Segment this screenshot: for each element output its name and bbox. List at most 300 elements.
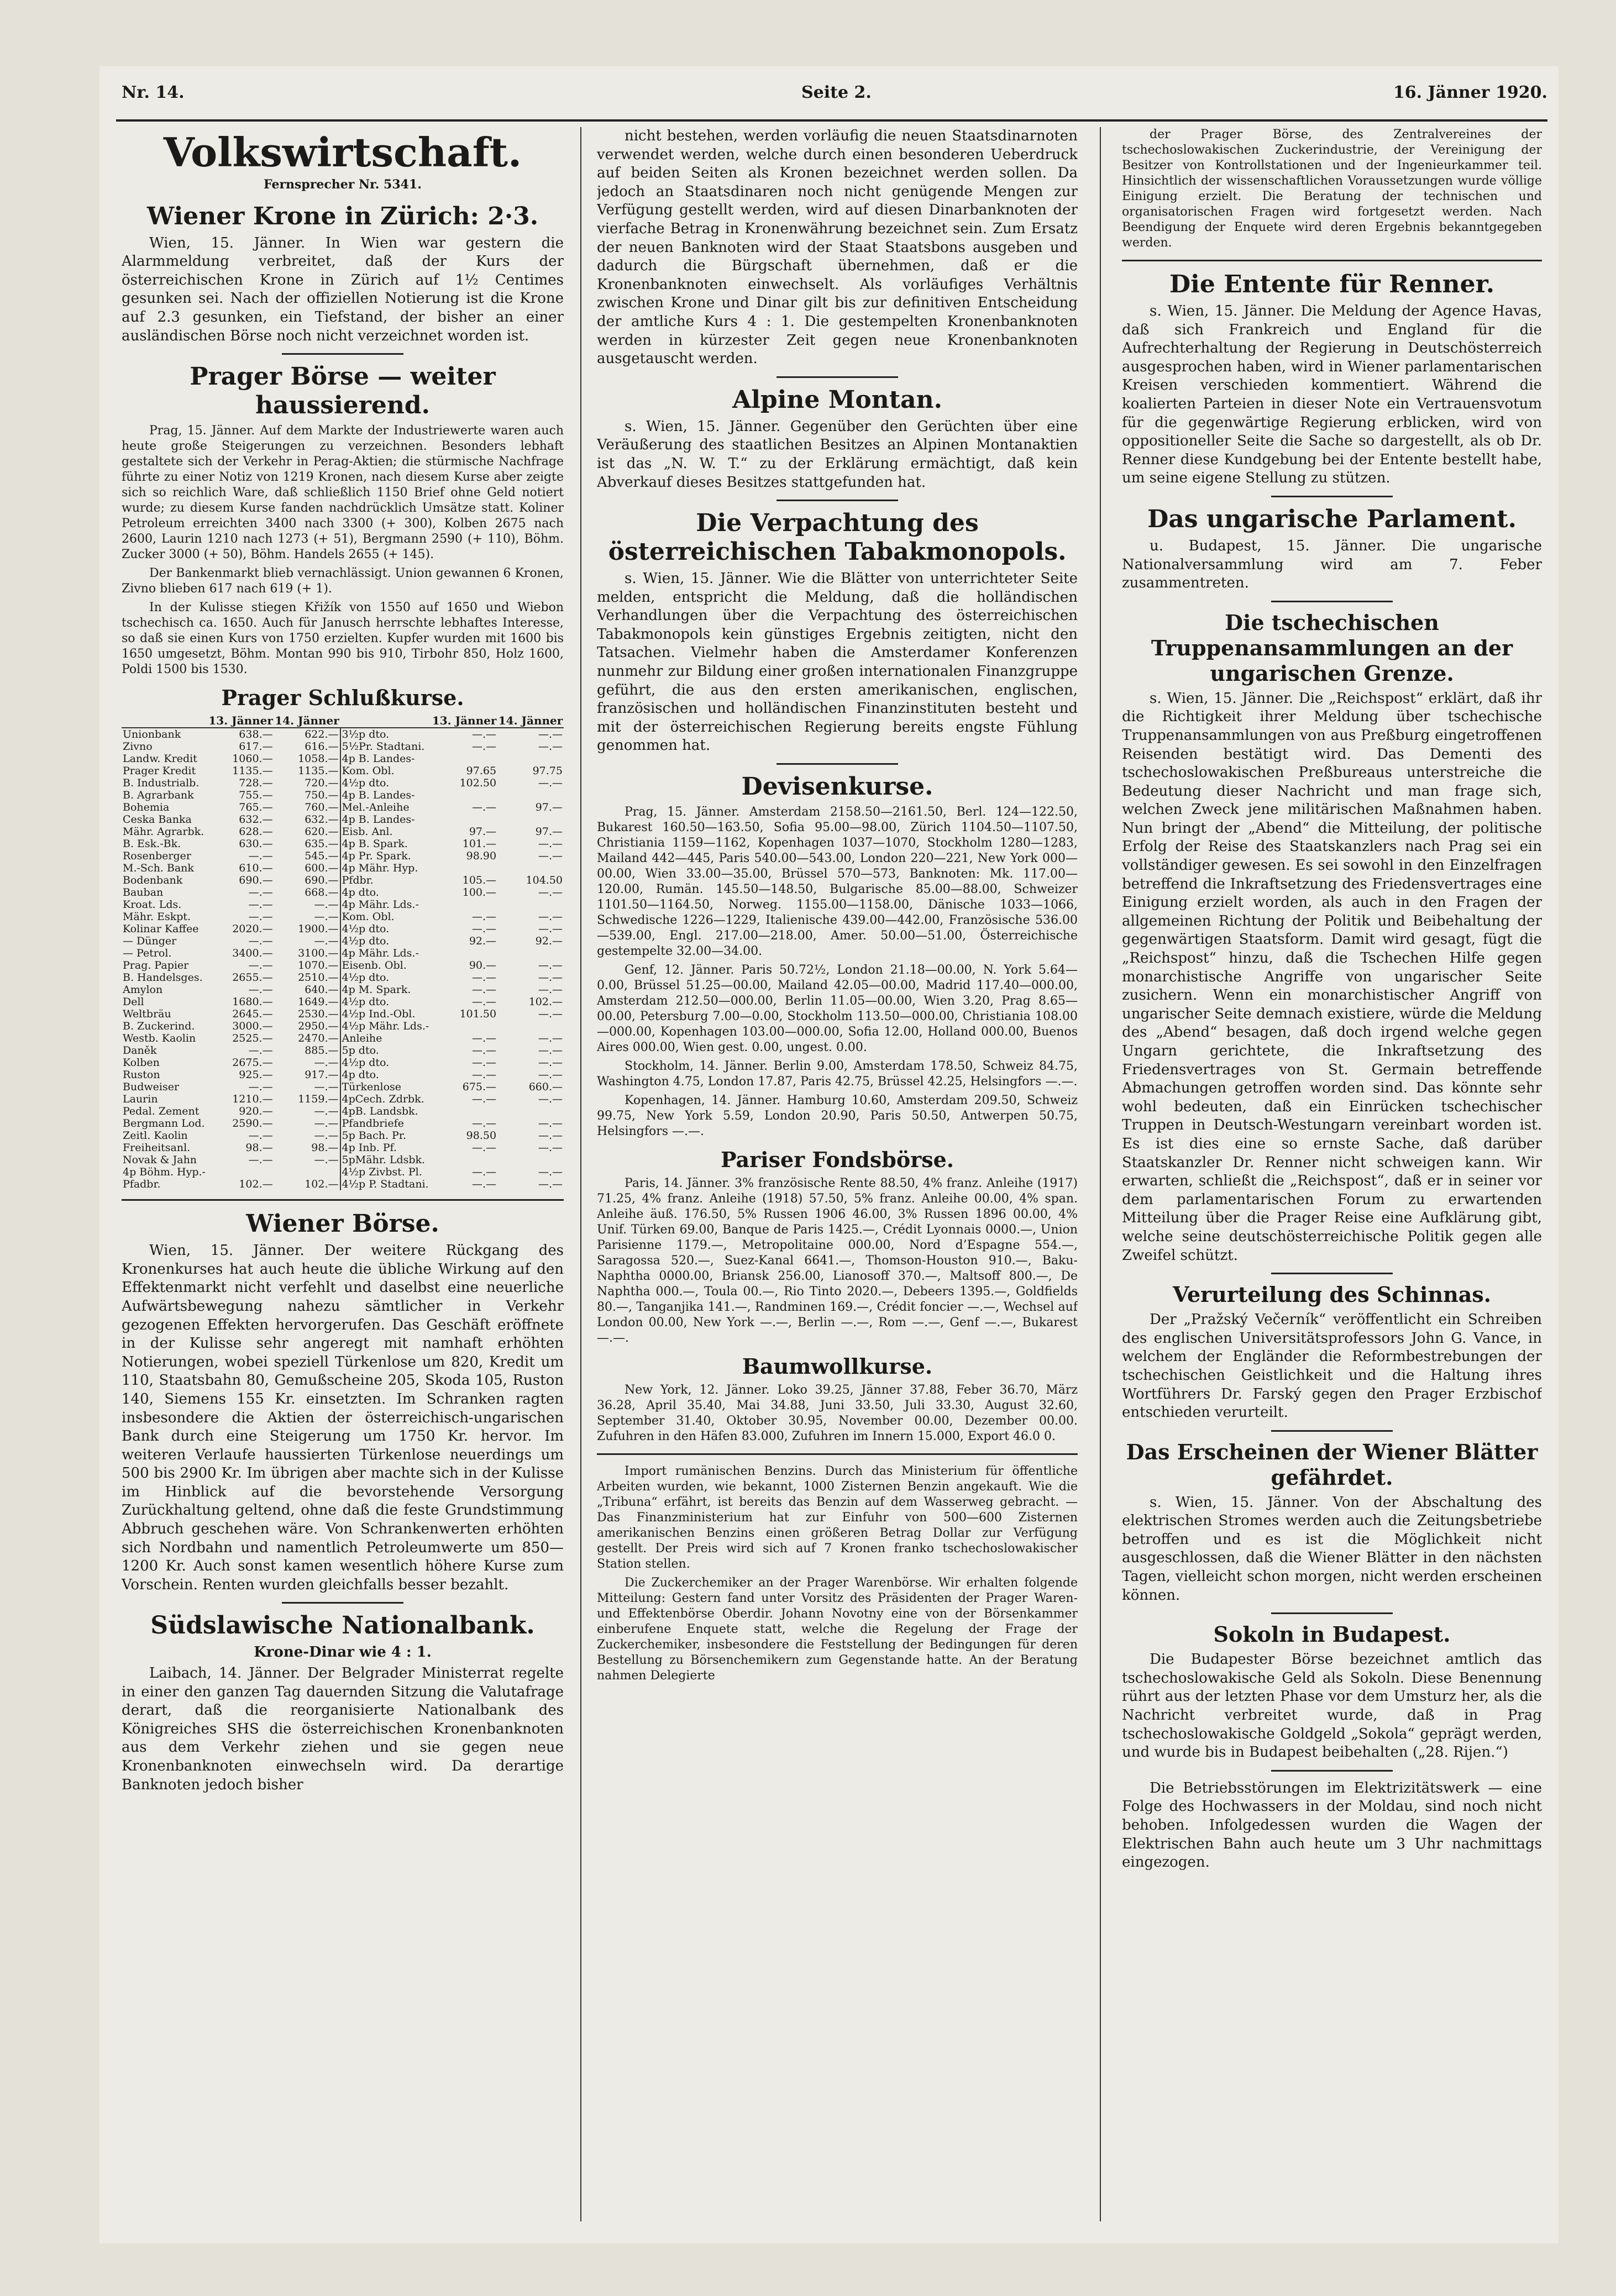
table-row xyxy=(122,1020,564,1032)
table-cell: —.— xyxy=(472,996,497,1008)
table-cell: Novak & Jahn xyxy=(123,1154,197,1167)
table-cell: —.— xyxy=(248,850,273,863)
table-cell: —.— xyxy=(538,1057,563,1069)
table-row xyxy=(122,1117,564,1129)
table-cell: 755.— xyxy=(239,789,273,802)
divider xyxy=(776,763,898,765)
table-cell: 610.— xyxy=(239,862,273,875)
table-cell: 2645.— xyxy=(232,1008,273,1021)
article-text: Wien, 15. Jänner. Der weitere Rückgang des Kronenkurses hat auch heute die übliche Wirkung auf den Effektenmarkt nicht verfehlt und daselbst eine neuerliche Aufwärtsbewegung nahezu sämtlicher in Verkehr gezogenen Effekten hervorgerufen. Das Geschäft eröffnete in der Kulisse sehr angeregt mit namhaft erhöhten Notierungen, wobei speziell Türkenlose um 820, Kredit um 110, Staatsbahn 80, Gemußscheine 205, Skoda 105, Ruston 140, Siemens 155 Kr. einsetzten. Im Schranken ragten insbesondere die Aktien der österreichisch-ungarischen Bank durch eine Steigerung um 1750 Kr. hervor. Im weiteren Verlaufe haussierten Türkenlose neuerdings um 500 bis 2900 Kr. Im übrigen aber machte sich in der Kulisse im Hinblick auf die bevorstehende Versorgung Zurückhaltung geltend, ohne daß die feste Grundstimmung Abbruch geschehen wäre. Von Schrankenwerten erhöhten sich Nordbahn und namentlich Petroleumwerte um 850—1200 Kr. Auch sonst kamen wesentlich höhere Kurse zum Vorschein. Renten wurden gleichfalls besser bezahlt. xyxy=(122,1242,564,1593)
table-cell: 4pB. Landsbk. xyxy=(340,1105,432,1117)
table-cell: 617.— xyxy=(239,740,273,753)
newspaper-page xyxy=(99,66,1559,2244)
table-cell: Kroat. Lds. xyxy=(123,899,182,911)
table-row xyxy=(122,1178,564,1190)
table-cell: Kom. Obl. xyxy=(340,911,432,923)
table-cell: Pfdbr. xyxy=(340,874,432,886)
table-cell: Pfadbr. xyxy=(123,1178,161,1191)
table-cell: 98.— xyxy=(311,1142,339,1154)
table-cell: 885.— xyxy=(305,1044,339,1057)
stock-quotes-body xyxy=(122,728,564,1190)
table-cell: —.— xyxy=(314,911,339,923)
table-cell: —.— xyxy=(314,1081,339,1094)
table-cell: B. Zuckerind. xyxy=(123,1020,195,1033)
divider xyxy=(1271,1770,1393,1772)
table-cell xyxy=(497,1020,564,1032)
table-cell: 2530.— xyxy=(298,1008,339,1021)
table-cell: Zivno xyxy=(123,740,153,753)
table-cell: B. Industrialb. xyxy=(123,777,200,790)
article-text: s. Wien, 15. Jänner. Die „Reichspost“ erklärt, daß ihr die Richtigkeit ihrer Meldung über tschechische Truppenansammlungen von aus Preßburg eingetroffenen Reisenden bestätigt wird. Das Dementi des tschechoslowakischen Preßbureaus unterstreiche die Bedeutung dieser Nachricht und man frage sich, welchen Zweck jene militärischen Maßnahmen haben. Nun bringt der „Abend“ die Mitteilung, der politische Erfolg der Reise des Staatskanzlers nach Prag sei ein vollständiger gewesen. Es sei sowohl in den Einzelfragen betreffend die Inkraftsetzung des Friedensvertrages eine Einigung erzielt worden, als auch in den Fragen der allgemeinen Richtung der Politik und Beibehaltung der gegenwärtigen Staatsform. Damit wird gesagt, fügt die „Reichspost“ hinzu, daß die Tschechen Hilfe gegen monarchistische Angriffe von ungarischer Seite zusichern. Wenn ein monarchistischer Angriff von ungarischer Seite demnach existiere, würde die Meldung des „Abend“ besagen, daß doch irgend welche gegen Ungarn gerichtete, die Inkraftsetzung des Friedensvertrages von St. Germain betreffende Abmachungen getroffen worden sind. Das könnte sehr wohl bedeuten, daß ein Einrücken tschechischer Truppen in Deutsch-Westungarn vereinbart worden ist. Es ist dies eine so ernste Sache, daß darüber Staatskanzler Dr. Renner nicht schweigen kann. Wir erwarten, schließt die „Reichspost“, daß er in seiner vor dem parlamentarischen Forum zu erwartenden Mitteilung über die Prager Reise eine Aufklärung gibt, welche seine deutschösterreichische Politik gegen alle Zweifel schützt. xyxy=(1122,690,1542,1264)
table-cell xyxy=(208,1166,274,1178)
table-cell: 4½p dto. xyxy=(340,996,432,1008)
table-row xyxy=(122,1093,564,1105)
section-title: Volkswirtschaft. xyxy=(163,129,522,176)
table-cell: 4p M. Spark. xyxy=(340,984,432,996)
table-cell: 4p Pr. Spark. xyxy=(340,850,432,862)
table-cell: —.— xyxy=(314,1057,339,1069)
table-cell: Weltbräu xyxy=(123,1008,171,1021)
table-cell: Rosenberger xyxy=(123,850,191,863)
table-cell: —.— xyxy=(472,1032,497,1045)
table-cell: —.— xyxy=(538,1044,563,1057)
table-cell: —.— xyxy=(538,1069,563,1081)
table-cell: —.— xyxy=(472,728,497,741)
article-title: Prager Börse — weiter haussierend. xyxy=(190,362,496,420)
table-cell: —.— xyxy=(538,740,563,753)
table-header-cell: 14. Jänner xyxy=(498,714,563,728)
table-cell: 105.— xyxy=(462,874,497,887)
table-cell: 545.— xyxy=(305,850,339,863)
table-cell: —.— xyxy=(472,740,497,753)
table-header-cell: 13. Jänner xyxy=(208,714,273,728)
table-cell xyxy=(497,1154,564,1166)
table-row xyxy=(122,1129,564,1142)
article-title: Die tschechischen Truppenansammlungen an der ungarischen Grenze. xyxy=(1151,610,1513,686)
article-title: Südslawische Nationalbank. xyxy=(150,1611,535,1640)
table-cell: 3400.— xyxy=(232,947,273,960)
table-cell xyxy=(431,1020,497,1032)
table-cell xyxy=(497,789,564,801)
table-cell: —.— xyxy=(472,801,497,814)
table-cell xyxy=(431,862,497,874)
table-cell xyxy=(431,789,497,801)
table-cell: Prag. Papier xyxy=(123,959,189,972)
table-cell: 1210.— xyxy=(232,1093,273,1106)
divider xyxy=(776,500,898,501)
table-cell: 640.— xyxy=(305,984,339,996)
article-text: nicht bestehen, werden vorläufig die neuen Staatsdinarnoten verwendet werden, welche durch einen besonderen Ueberdruck auf beiden Seiten als Kronen bezeichnet werden sollen. Da jedoch an Staatsdinaren noch nicht genügende Mengen zur Verfügung gestellt werden, wird auf diesen Dinarbanknoten der vierfache Betrag in Kronenwährung bezeichnet sein. Zum Ersatz der neuen Banknoten wird der Staat Staatsbons ausgeben und dadurch die Bürgschaft übernehmen, daß er die Kronenbanknoten einwechselt. Als vorläufiges Verhältnis zwischen Krone und Dinar gilt bis zur definitiven Entscheidung der amtliche Kurs 4 : 1. Die gestempelten Kronenbanknoten werden in kürzester Zeit gegen neue Kronenbanknoten ausgetauscht werden. xyxy=(597,128,1078,367)
table-cell: 765.— xyxy=(239,801,273,814)
table-cell: Anleihe xyxy=(340,1032,432,1044)
table-cell: B. Handelsges. xyxy=(123,971,203,984)
table-cell: 690.— xyxy=(239,874,273,887)
table-cell: 90.— xyxy=(469,959,497,972)
table-row xyxy=(122,947,564,959)
table-title: Prager Schlußkurse. xyxy=(221,685,464,711)
table-cell: —.— xyxy=(248,899,273,911)
table-cell: 4p Mähr. Hyp. xyxy=(340,862,432,874)
table-cell: M.-Sch. Bank xyxy=(123,862,194,875)
table-row xyxy=(122,1081,564,1093)
divider xyxy=(597,1453,1078,1455)
table-cell: 4½p Ind.-Obl. xyxy=(340,1008,432,1020)
table-cell: —.— xyxy=(538,1129,563,1142)
column-3 xyxy=(1122,127,1542,2221)
running-head xyxy=(122,83,1547,116)
table-cell: 720.— xyxy=(305,777,339,790)
table-cell: 3000.— xyxy=(232,1020,273,1033)
table-cell: —.— xyxy=(538,1117,563,1130)
table-row xyxy=(122,850,564,862)
article-title: Baumwollkurse. xyxy=(742,1354,933,1379)
table-cell: —.— xyxy=(248,935,273,948)
issue-number: Nr. 14. xyxy=(122,83,185,102)
table-cell: Bohemia xyxy=(123,801,170,814)
article-text: In der Kulisse stiegen Křižík von 1550 auf 1650 und Wiebon tschechisch ca. 1650. Auch für Janusch herrschte lebhaftes Interesse, so daß sie einen Kurs von 1750 erzielten. Kupfer wurden mit 1600 bis 1650 umgesetzt, Böhm. Montan 990 bis 910, Tirbohr 850, Holz 1600, Poldi 1500 bis 1530. xyxy=(122,601,564,677)
table-cell: —.— xyxy=(472,911,497,923)
table-row xyxy=(122,1032,564,1044)
table-cell: Kom. Obl. xyxy=(340,765,432,777)
column-rule xyxy=(1100,127,1101,2221)
article-text: New York, 12. Jänner. Loko 39.25, Jänner 37.88, Feber 36.70, März 36.28, April 35.40, Mai 34.88, Juni 33.50, Juli 33.30, August 32.60, September 31.40, Oktober 30.95, November 00.00, Dezember 00.00. Zufuhren in den Häfen 83.000, Zufuhren im Innern 15.000, Export 46.0 0. xyxy=(597,1383,1078,1444)
table-cell: — Dünger xyxy=(123,935,177,948)
article-text: Paris, 14. Jänner. 3% französische Rente 88.50, 4% franz. Anleihe (1917) 71.25, 4% franz. Anleihe (1918) 57.50, 5% franz. Anleihe 00.00, 4% span. Anleihe äuß. 176.50, 5% Russen 1906 46.00, 3% Russen 1896 00.00, 4% Unif. Türken 69.00, Banque de Paris 1425.—, Crédit Lyonnais 0000.—, Union Parisienne 1179.—, Metropolitaine 000.00, Nord d’Espagne 554.—, Saragossa 520.—, Suez-Kanal 6641.—, Thomson-Houston 910.—, Baku-Naphtha 0000.00, Briansk 256.00, Lianosoff 370.—, Maltsoff 800.—, De Naphtha 000.—, Toula 00.—, Rio Tinto 2020.—, Debeers 1395.—, Goldfields 80.—, Tanganjika 141.—, Randminen 169.—, Crédit foncier —.—, Wechsel auf London 00.00, New York —.—, Berlin —.—, Rom —.—, Genf —.—, Bukarest —.—. xyxy=(597,1176,1078,1346)
article-title: Die Verpachtung des österreichischen Tabakmonopols. xyxy=(608,509,1067,566)
table-row xyxy=(122,1044,564,1057)
table-cell: 100.— xyxy=(462,886,497,899)
table-cell: —.— xyxy=(472,1057,497,1069)
article-text: Prag, 15. Jänner. Auf dem Markte der Industriewerte waren auch heute große Steigerungen zu verzeichnen. Besonders lebhaft gestaltete sich der Verkehr in Perag-Aktien; die stürmische Nachfrage führte zu einer Notiz von 1219 Kronen, nach diesem Kurse aber zeigte sich so reichlich Ware, daß schließlich 1150 Brief ohne Geld notiert wurde; zu diesem Kurse fanden nachdrücklich Umsätze statt. Koliner Petroleum erreichten 3400 nach 3300 (+ 300), Kolben 2675 nach 2600, Laurin 1210 nach 1273 (+ 51), Bergmann 2590 (+ 110), Böhm. Zucker 3000 (+ 50), Böhm. Handels 2655 (+ 145). xyxy=(122,424,564,562)
article-title: Alpine Montan. xyxy=(732,385,942,414)
table-cell: 5pMähr. Ldsbk. xyxy=(340,1154,432,1166)
article-title: Pariser Fondsbörse. xyxy=(720,1147,954,1173)
table-cell xyxy=(431,899,497,911)
table-cell: Daněk xyxy=(123,1044,157,1057)
table-cell: —.— xyxy=(472,1117,497,1130)
table-cell: —.— xyxy=(472,1166,497,1179)
table-row xyxy=(122,935,564,947)
table-cell: —.— xyxy=(248,1044,273,1057)
table-row xyxy=(122,984,564,996)
table-cell xyxy=(274,1166,340,1178)
table-cell: Pedal. Zement xyxy=(123,1105,200,1118)
table-cell: —.— xyxy=(538,911,563,923)
table-cell: —.— xyxy=(248,1154,273,1167)
article-text: Der Bankenmarkt blieb vernachlässigt. Union gewannen 6 Kronen, Zivno blieben 617 nach 619 (+ 1). xyxy=(122,566,564,596)
table-cell: 660.— xyxy=(528,1081,563,1094)
table-cell xyxy=(497,862,564,874)
table-cell: 2470.— xyxy=(298,1032,339,1045)
table-row xyxy=(122,1057,564,1069)
table-row xyxy=(122,911,564,923)
table-cell: 632.— xyxy=(239,813,273,826)
table-cell: 98.— xyxy=(245,1142,273,1154)
table-cell: 102.— xyxy=(528,996,563,1008)
table-cell xyxy=(431,813,497,826)
table-cell: 104.50 xyxy=(526,874,563,887)
table-cell: Bauban xyxy=(123,886,164,899)
table-cell: 1135.— xyxy=(298,765,339,777)
table-cell: 632.— xyxy=(305,813,339,826)
table-cell xyxy=(431,1154,497,1166)
table-cell: 97.— xyxy=(535,826,563,838)
divider xyxy=(1271,1612,1393,1614)
table-row xyxy=(122,1105,564,1117)
table-cell: 600.— xyxy=(305,862,339,875)
table-cell: Kolinar Kaffee xyxy=(123,923,199,936)
table-cell: —.— xyxy=(538,850,563,863)
table-cell: Pfandbriefe xyxy=(340,1117,432,1129)
table-cell: —.— xyxy=(538,728,563,741)
table-row xyxy=(122,959,564,971)
table-header-cell: 13. Jänner xyxy=(432,714,497,728)
page-number: Seite 2. xyxy=(801,83,872,102)
table-cell: Ceska Banka xyxy=(123,813,192,826)
table-cell: 2590.— xyxy=(232,1117,273,1130)
table-row xyxy=(122,862,564,874)
table-cell: 4½p dto. xyxy=(340,935,432,947)
table-cell: —.— xyxy=(472,971,497,984)
table-cell: —.— xyxy=(538,984,563,996)
table-cell: B. Agrarbank xyxy=(123,789,194,802)
table-row xyxy=(122,838,564,850)
table-cell: —.— xyxy=(472,923,497,936)
table-cell: 4½p P. Stadtani. xyxy=(340,1178,432,1190)
table-cell: —.— xyxy=(248,1081,273,1094)
table-cell: 728.— xyxy=(239,777,273,790)
article-title: Devisenkurse. xyxy=(741,773,933,801)
table-row xyxy=(122,971,564,984)
article-text: Genf, 12. Jänner. Paris 50.72½, London 21.18—00.00, N. York 5.64—0.00, Brüssel 51.25—00.00, Mailand 42.05—00.00, Madrid 117.40—000.00, Amsterdam 212.50—000.00, Berlin 11.05—00.00, Wien 3.20, Prag 8.65—00.00, Petersburg 7.00—0.00, Stockholm 113.50—000.00, Christiania 108.00—000.00, Kopenhagen 103.00—000.00, Sofia 12.00, Holland 000.00, Buenos Aires 000.00, Wien gest. 0.00, ungest. 0.00. xyxy=(597,963,1078,1055)
table-cell: Eisenb. Obl. xyxy=(340,959,432,971)
table-cell: Unionbank xyxy=(123,728,181,741)
table-cell: 925.— xyxy=(239,1069,273,1081)
article-text: Import rumänischen Benzins. Durch das Ministerium für öffentliche Arbeiten wurden, wie bekannt, 1000 Zisternen Benzin angekauft. Wie die „Tribuna“ erfährt, ist bereits das Benzin auf dem Wasserweg gebracht. — Das Finanzministerium hat zur Einfuhr von 500—600 Zisternen amerikanischen Benzins einen größeren Betrag Dollar zur Verfügung gestellt. Der Preis wird sich auf 7 Kronen franko tschechoslowakischer Station stellen. xyxy=(597,1464,1078,1572)
header-rule xyxy=(116,119,1547,122)
table-cell: —.— xyxy=(538,923,563,936)
table-cell xyxy=(431,1105,497,1117)
article-text: Kopenhagen, 14. Jänner. Hamburg 10.60, Amsterdam 209.50, Schweiz 99.75, New York 5.59, London 20.90, Paris 50.50, Antwerpen 50.75, Helsingfors —.—. xyxy=(597,1094,1078,1139)
table-cell: 2020.— xyxy=(232,923,273,936)
column-1 xyxy=(122,127,564,2221)
table-row xyxy=(122,923,564,935)
table-cell: 1680.— xyxy=(232,996,273,1008)
table-cell: 628.— xyxy=(239,826,273,838)
table-row xyxy=(122,1154,564,1166)
table-cell: —.— xyxy=(538,1093,563,1106)
table-cell: 97.— xyxy=(469,826,497,838)
table-cell: Westb. Kaolin xyxy=(123,1032,196,1045)
table-cell: 4p Mähr. Lds.- xyxy=(340,947,432,959)
table-cell: 622.— xyxy=(305,728,339,741)
table-cell: 1060.— xyxy=(232,753,273,765)
table-cell: 101.50 xyxy=(459,1008,497,1021)
table-cell: 4p B. Landes- xyxy=(340,753,432,765)
table-cell: 2675.— xyxy=(232,1057,273,1069)
divider xyxy=(776,376,898,378)
table-cell: 92.— xyxy=(469,935,497,948)
divider xyxy=(122,1199,564,1201)
article-text: Wien, 15. Jänner. In Wien war gestern die Alarmmeldung verbreitet, daß der Kurs der österreichischen Krone in Zürich auf 1½ Centimes gesunken sei. Nach der offiziellen Notierung ist die Krone auf 2.3 gesunken, ein Tiefstand, der bisher an einer ausländischen Börse noch nicht verzeichnet worden ist. xyxy=(122,234,564,344)
table-row xyxy=(122,753,564,765)
table-cell: 5p dto. xyxy=(340,1044,432,1057)
table-cell: Laurin xyxy=(123,1093,158,1106)
article-text: der Prager Börse, des Zentralvereines der tschechoslowakischen Zuckerindustrie, der Vereinigung der Besitzer von Kontrollstationen und der Ingenieurkammer teil. Hinsichtlich der wissenschaftlichen Voraussetzungen wurde völlige Einigung erzielt. Die Beratung der technischen und organisatorischen Fragen wird fortgesetzt werden. Nach Beendigung der Enquete wird deren Ergebnis bekanntgegeben werden. xyxy=(1122,128,1542,250)
divider xyxy=(282,1602,403,1604)
article-text: s. Wien, 15. Jänner. Gegenüber den Gerüchten über eine Veräußerung des staatlichen Besitzes an Alpinen Montanaktien ist das „N. W. T.“ zu der Erklärung ermächtigt, daß kein Abverkauf dieses Besitzes stattgefunden hat. xyxy=(597,418,1078,491)
table-cell: 2525.— xyxy=(232,1032,273,1045)
divider xyxy=(1271,1273,1393,1274)
table-row xyxy=(122,874,564,886)
table-row xyxy=(122,813,564,826)
table-cell: 638.— xyxy=(239,728,273,741)
table-cell: — Petrol. xyxy=(123,947,172,960)
table-cell: 690.— xyxy=(305,874,339,887)
divider xyxy=(1271,1430,1393,1432)
table-cell: 102.— xyxy=(305,1178,339,1191)
article-title: Verurteilung des Schinnas. xyxy=(1172,1282,1491,1307)
table-cell: —.— xyxy=(472,984,497,996)
table-cell: —.— xyxy=(538,971,563,984)
article-text: s. Wien, 15. Jänner. Wie die Blätter von unterrichteter Seite melden, entspricht die Meldung, daß die holländischen Verhandlungen über die Verpachtung des österreichischen Tabakmonopols kein günstiges Ergebnis zeitigten, nicht den Tatsachen. Vielmehr haben die Amsterdamer Konferenzen nunmehr zur Bildung einer großen internationalen Finanzgruppe geführt, die aus den ersten amerikanischen, englischen, französischen und holländischen Finanzinstituten besteht und mit der österreichischen Regierung bereits engste Fühlung genommen hat. xyxy=(597,570,1078,754)
table-cell: —.— xyxy=(314,1154,339,1167)
table-cell: —.— xyxy=(472,1178,497,1191)
article-text: s. Wien, 15. Jänner. Die Meldung der Agence Havas, daß sich Frankreich und England für die Aufrechterhaltung der Regierung in Deutschösterreich ausgesprochen haben, wird in Wiener parlamentarischen Kreisen verschieden kommentiert. Während die koalierten Parteien in dieser Note ein Vertrauensvotum für die gegenwärtige Regierung erblicken, wird von oppositioneller Seite die Sache so dargestellt, als ob Dr. Renner diese Kundgebung bei der Entente bestellt habe, um seine eigene Stellung zu stützen. xyxy=(1122,303,1542,487)
table-cell: —.— xyxy=(538,838,563,850)
table-cell: Dell xyxy=(123,996,144,1008)
table-cell: 1058.— xyxy=(298,753,339,765)
table-cell: 1135.— xyxy=(232,765,273,777)
table-cell: 97.75 xyxy=(532,765,563,777)
article-text: Prag, 15. Jänner. Amsterdam 2158.50—2161.50, Berl. 124—122.50, Bukarest 160.50—163.50, Sofia 95.00—98.00, Zürich 1104.50—1107.50, Christiania 1159—1162, Kopenhagen 1037—1070, Stockholm 1280—1283, Mailand 442—445, Paris 540.00—543.00, London 220—221, New York 000—00.00, Wien 33.00—35.00, Brüssel 570—573, Banknoten: Mk. 117.00—120.00, Rumän. 145.50—148.50, Bulgarische 85.00—88.00, Schweizer 1101.50—1164.50, Norweg. 1155.00—1158.00, Dänische 1033—1066, Schwedische 1226—1229, Italienische 439.00—442.00, Französische 536.00—539.00, Engl. 217.00—218.00, Amer. 50.00—51.00, Österreichische gestempelte 32.00—34.00. xyxy=(597,805,1078,959)
divider xyxy=(1122,260,1542,261)
issue-date: 16. Jänner 1920. xyxy=(1393,83,1547,102)
table-cell xyxy=(497,947,564,959)
table-cell: Bodenbank xyxy=(123,874,183,887)
table-cell: —.— xyxy=(472,1044,497,1057)
table-row xyxy=(122,789,564,801)
table-cell: 4pCech. Zdrbk. xyxy=(340,1093,432,1105)
table-cell xyxy=(497,813,564,826)
table-cell xyxy=(497,753,564,765)
table-cell xyxy=(431,947,497,959)
table-cell: —.— xyxy=(538,1166,563,1179)
table-cell: Mähr. Agrarbk. xyxy=(123,826,204,838)
column-rule xyxy=(580,127,581,2221)
table-cell: 4p B. Landes- xyxy=(340,813,432,826)
table-cell: 620.— xyxy=(305,826,339,838)
table-cell: 2510.— xyxy=(298,971,339,984)
table-row xyxy=(122,801,564,813)
table-row xyxy=(122,728,564,740)
table-cell: —.— xyxy=(248,959,273,972)
table-cell: 102.— xyxy=(239,1178,273,1191)
table-cell: Prager Kredit xyxy=(123,765,196,777)
article-text: Stockholm, 14. Jänner. Berlin 9.00, Amsterdam 178.50, Schweiz 84.75, Washington 4.75, London 17.87, Paris 42.75, Brüssel 42.25, Helsingfors —.—. xyxy=(597,1059,1078,1089)
table-cell xyxy=(497,899,564,911)
table-row xyxy=(122,1069,564,1081)
table-cell: 760.— xyxy=(305,801,339,814)
table-row xyxy=(122,899,564,911)
table-cell: —.— xyxy=(538,959,563,972)
table-cell: 1649.— xyxy=(298,996,339,1008)
table-cell: 4½p dto. xyxy=(340,923,432,935)
table-cell: —.— xyxy=(538,777,563,790)
article-title: Die Entente für Renner. xyxy=(1169,270,1495,298)
table-cell: 102.50 xyxy=(459,777,497,790)
table-cell: 668.— xyxy=(305,886,339,899)
table-cell: 101.— xyxy=(462,838,497,850)
article-subtitle: Krone-Dinar wie 4 : 1. xyxy=(254,1644,432,1661)
table-cell: Mähr. Eskpt. xyxy=(123,911,191,923)
table-cell: 3100.— xyxy=(298,947,339,960)
table-cell: Türkenlose xyxy=(340,1081,432,1093)
table-row xyxy=(122,777,564,789)
table-row xyxy=(122,740,564,753)
table-row xyxy=(122,1166,564,1178)
table-cell: 92.— xyxy=(535,935,563,948)
table-cell: —.— xyxy=(472,1093,497,1106)
table-cell: —.— xyxy=(314,899,339,911)
article-text: s. Wien, 15. Jänner. Von der Abschaltung des elektrischen Stromes werden auch die Zeitungsbetriebe betroffen und es ist die Möglichkeit nicht ausgeschlossen, daß die Wiener Blätter in den nächsten Tagen, vielleicht schon morgen, nicht werden erscheinen können. xyxy=(1122,1494,1542,1604)
table-row xyxy=(122,996,564,1008)
article-text: Die Zuckerchemiker an der Prager Warenbörse. Wir erhalten folgende Mitteilung: Gestern fand unter Vorsitz des Präsidenten der Prager Waren- und Effektenbörse Oberdir. Johann Novotny eine von der Börsenkammer einberufene Enquete statt, welche die Regelung der Frage der Zuckerchemiker, insbesondere die Feststellung der Bedingungen für deren Bestellung zu Börsenchemikern zum Gegenstande hatte. An der Beratung nahmen Delegierte xyxy=(597,1576,1078,1683)
article-title: Wiener Börse. xyxy=(246,1210,439,1238)
table-cell: 4½p Mähr. Lds.- xyxy=(340,1020,432,1032)
table-cell: 4p B. Spark. xyxy=(340,838,432,850)
table-row xyxy=(122,1142,564,1154)
table-cell: Mel.-Anleihe xyxy=(340,801,432,813)
table-cell: 920.— xyxy=(239,1105,273,1118)
column-2 xyxy=(597,127,1078,2221)
article-text: Der „Pražský Večerník“ veröffentlicht ein Schreiben des englischen Universitätsprofessors John G. Vance, in welchem der Engländer die Reformbestrebungen der tschechischen Geistlichkeit und die Haltung ihres Wortführers Dr. Farský gegen den Prager Erzbischof entschieden verurteilt. xyxy=(1122,1311,1542,1421)
table-cell: 5½Pr. Stadtani. xyxy=(340,740,432,753)
article-title: Das Erscheinen der Wiener Blätter gefährdet. xyxy=(1126,1439,1538,1490)
table-cell: 4p dto. xyxy=(340,1069,432,1081)
table-cell: 4p Böhm. Hyp.- xyxy=(123,1166,206,1179)
table-cell: 4p Mähr. Lds.- xyxy=(340,899,432,911)
article-text: Laibach, 14. Jänner. Der Belgrader Ministerrat regelte in einer den ganzen Tag dauernden Sitzung die Valutafrage derart, daß die reorganisierte Nationalbank des Königreiches SHS die österreichischen Kronenbanknoten aus dem Verkehr ziehen und sie gegen neue Kronenbanknoten einwechseln wird. Da derartige Banknoten jedoch bisher xyxy=(122,1665,564,1793)
table-cell: 5p Bach. Pr. xyxy=(340,1129,432,1142)
table-cell: 1159.— xyxy=(298,1093,339,1106)
table-cell: 98.90 xyxy=(466,850,497,863)
table-cell: 3½p dto. xyxy=(340,728,432,740)
table-cell: 97.— xyxy=(535,801,563,814)
table-row xyxy=(122,886,564,899)
table-cell: —.— xyxy=(472,1069,497,1081)
table-cell: 1070.— xyxy=(298,959,339,972)
table-cell: 97.65 xyxy=(466,765,497,777)
table-cell: 4p Inb. Pf. xyxy=(340,1142,432,1154)
table-row xyxy=(122,1008,564,1020)
table-cell: 616.— xyxy=(305,740,339,753)
table-cell: 4½p dto. xyxy=(340,777,432,789)
table-cell: —.— xyxy=(314,1129,339,1142)
divider xyxy=(1271,496,1393,497)
table-cell: Bergmann Lod. xyxy=(123,1117,205,1130)
table-cell: 2950.— xyxy=(298,1020,339,1033)
stock-quotes-table xyxy=(122,714,564,1190)
table-cell: —.— xyxy=(248,1129,273,1142)
table-cell xyxy=(497,1105,564,1117)
divider xyxy=(282,353,403,355)
article-text: Die Betriebsstörungen im Elektrizitätswerk — eine Folge des Hochwassers in der Moldau, sind noch nicht behoben. Infolgedessen wurden die Wagen der Elektrischen Bahn auch heute um 3 Uhr nachmittags eingezogen. xyxy=(1122,1779,1542,1871)
table-cell: Landw. Kredit xyxy=(123,753,197,765)
table-cell: —.— xyxy=(314,935,339,948)
article-text: u. Budapest, 15. Jänner. Die ungarische Nationalversammlung wird am 7. Feber zusammentreten. xyxy=(1122,537,1542,592)
table-cell: —.— xyxy=(314,1105,339,1118)
